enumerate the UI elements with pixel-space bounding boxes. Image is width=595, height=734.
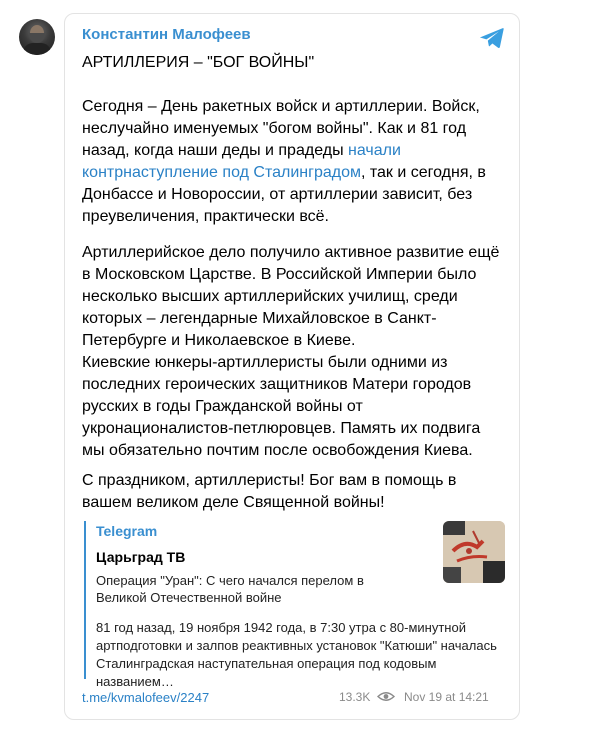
preview-site-name: Telegram	[96, 523, 158, 539]
post-paragraph: С праздником, артиллеристы! Бог вам в помощь в вашем великом деле Священной войны!	[82, 472, 457, 511]
post-date: Nov 19 at 14:21	[404, 690, 489, 704]
link-preview[interactable]	[84, 521, 505, 689]
author-avatar[interactable]	[19, 19, 55, 55]
telegram-icon[interactable]	[479, 26, 505, 50]
preview-channel-name: Царьград ТВ	[96, 549, 186, 565]
post-card	[64, 13, 520, 720]
eye-icon	[377, 690, 395, 703]
author-name[interactable]: Константин Малофеев	[82, 26, 251, 43]
preview-thumbnail[interactable]	[443, 521, 505, 583]
post-title: АРТИЛЛЕРИЯ – "БОГ ВОЙНЫ"	[82, 54, 315, 71]
view-count: 13.3K	[339, 690, 371, 704]
post-link[interactable]: начали контрнаступление под Сталинградом	[82, 142, 401, 181]
post-paragraph: Артиллерийское дело получило активное развитие ещё в Московском Царстве. В Российской Империи было несколько высших артиллерийских училищ, среди которых – легендарные Михайловское в Санкт-Петербурге и Николаевское в Киеве. Киевские юнкеры-артиллеристы были одними из последних героических защитников Матери городов русских в годы Гражданской войны от укронационалистов-петлюровцев. Память их подвига мы обязательно почтим после освобождения Киева.	[82, 244, 500, 459]
post-url-link[interactable]: t.me/kvmalofeev/2247	[82, 690, 210, 705]
post-paragraph: Сегодня – День ракетных войск и артиллерии. Войск, неслучайно именуемых "богом войны". Как и 81 год назад, когда наши деды и прадеды начали контрнаступление под Сталинградом, так и сегодня, в Донбассе и Новороссии, от артиллерии зависит, без преувеличения, практически всё.	[82, 98, 486, 225]
preview-description: 81 год назад, 19 ноября 1942 года, в 7:30 утра с 80-минутной артподготовки и залпов реактивных установок "Катюши" началась Сталинградская наступательная операция под кодовым названием…	[96, 620, 497, 689]
preview-title: Операция "Уран": С чего начался перелом в Великой Отечественной войне	[96, 573, 364, 605]
